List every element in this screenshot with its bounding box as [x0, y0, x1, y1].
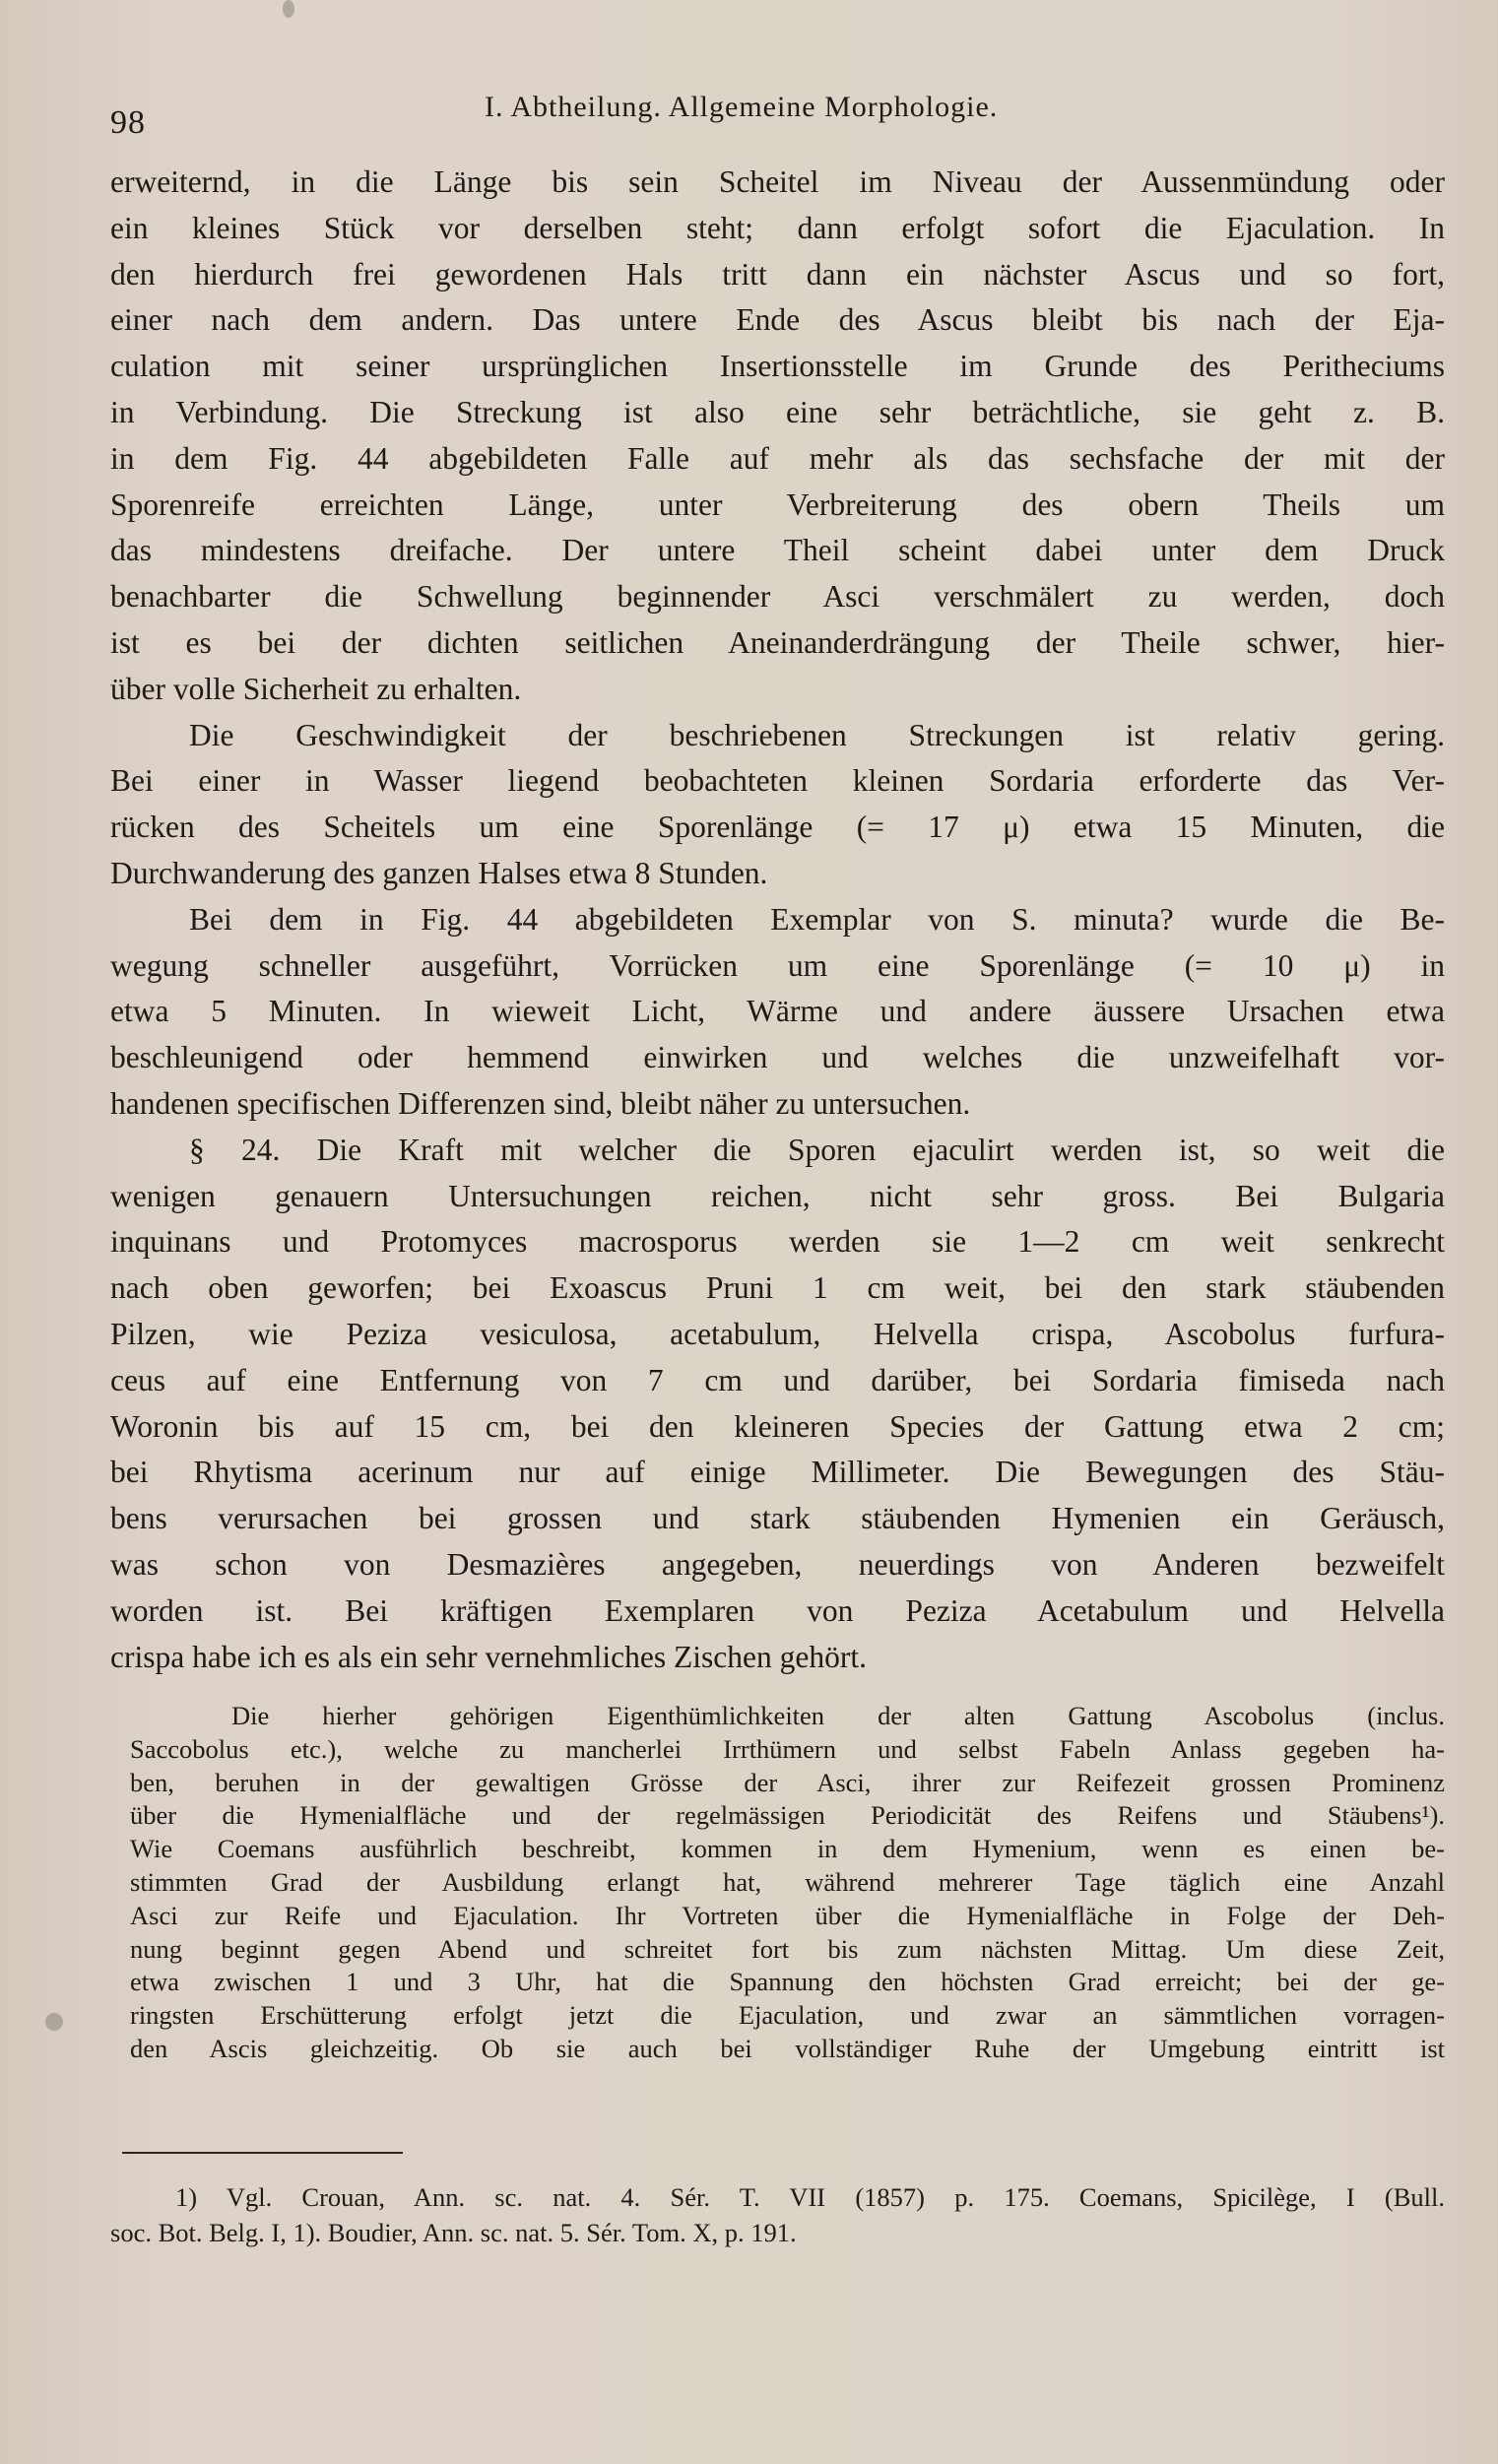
note-line: den Ascis gleichzeitig. Ob sie auch bei vollständiger Ruhe der Umgebung eintritt ist — [130, 2033, 1445, 2063]
ink-spot-left — [45, 2013, 63, 2031]
body-line: handenen specifischen Differenzen sind, bleibt näher zu untersuchen. — [110, 1085, 971, 1121]
page-number: 98 — [110, 104, 146, 141]
body-line: Durchwanderung des ganzen Halses etwa 8 Stunden. — [110, 855, 768, 890]
note-line: Wie Coemans ausführlich beschreibt, kommen in dem Hymenium, wenn es einen be- — [130, 1834, 1445, 1864]
body-line: wegung schneller ausgeführt, Vorrücken um eine Sporenlänge (= 10 μ) in — [110, 947, 1445, 983]
small-print-note — [130, 1700, 1445, 2066]
body-line: Die Geschwindigkeit der beschriebenen Streckungen ist relativ gering. — [189, 717, 1445, 752]
note-line: Asci zur Reife und Ejaculation. Ihr Vortreten über die Hymenialfläche in Folge der Deh- — [130, 1900, 1445, 1930]
body-line: worden ist. Bei kräftigen Exemplaren von Peziza Acetabulum und Helvella — [110, 1592, 1445, 1628]
body-line: wenigen genauern Untersuchungen reichen, nicht sehr gross. Bei Bulgaria — [110, 1178, 1445, 1213]
note-line: über die Hymenialfläche und der regelmässigen Periodicität des Reifens und Stäubens¹). — [130, 1800, 1445, 1831]
body-line: was schon von Desmazières angegeben, neuerdings von Anderen bezweifelt — [110, 1546, 1445, 1582]
body-line: crispa habe ich es als ein sehr vernehmliches Zischen gehört. — [110, 1639, 867, 1674]
body-line: benachbarter die Schwellung beginnender Asci verschmälert zu werden, doch — [110, 579, 1445, 615]
footnotes — [110, 2179, 1445, 2250]
body-line: § 24. Die Kraft mit welcher die Sporen ejaculirt werden ist, so weit die — [189, 1132, 1445, 1167]
body-line: ein kleines Stück vor derselben steht; dann erfolgt sofort die Ejaculation. In — [110, 210, 1445, 245]
body-text — [110, 160, 1445, 1680]
body-line: Pilzen, wie Peziza vesiculosa, acetabulum, Helvella crispa, Ascobolus furfura- — [110, 1316, 1445, 1351]
body-line: in Verbindung. Die Streckung ist also eine sehr beträchtliche, sie geht z. B. — [110, 394, 1445, 429]
body-line: ist es bei der dichten seitlichen Aneinanderdrängung der Theile schwer, hier- — [110, 624, 1445, 660]
note-line: Saccobolus etc.), welche zu mancherlei Irrthümern und selbst Fabeln Anlass gegeben ha- — [130, 1733, 1445, 1764]
note-line: etwa zwischen 1 und 3 Uhr, hat die Spannung den höchsten Grad erreicht; bei der ge- — [130, 1967, 1445, 1997]
page-header — [110, 91, 1440, 140]
note-line: ringsten Erschütterung erfolgt jetzt die Ejaculation, und zwar an sämmtlichen vorragen- — [130, 2000, 1445, 2031]
footnote-line: soc. Bot. Belg. I, 1). Boudier, Ann. sc. nat. 5. Sér. Tom. X, p. 191. — [110, 2218, 797, 2247]
footnote-separator — [122, 2152, 403, 2154]
body-line: einer nach dem andern. Das untere Ende des Ascus bleibt bis nach der Eja- — [110, 302, 1445, 338]
body-line: den hierdurch frei gewordenen Hals tritt dann ein nächster Ascus und so fort, — [110, 256, 1445, 292]
body-line: culation mit seiner ursprünglichen Insertionsstelle im Grunde des Peritheciums — [110, 349, 1445, 384]
body-line: Woronin bis auf 15 cm, bei den kleineren Species der Gattung etwa 2 cm; — [110, 1408, 1445, 1444]
note-line: stimmten Grad der Ausbildung erlangt hat, während mehrerer Tage täglich eine Anzahl — [130, 1866, 1445, 1897]
note-line: Die hierher gehörigen Eigenthümlichkeiten der alten Gattung Ascobolus (inclus. — [231, 1701, 1445, 1730]
body-line: bens verursachen bei grossen und stark stäubenden Hymenien ein Geräusch, — [110, 1501, 1445, 1536]
body-line: Bei dem in Fig. 44 abgebildeten Exemplar von S. minuta? wurde die Be- — [189, 901, 1445, 937]
body-line: etwa 5 Minuten. In wieweit Licht, Wärme und andere äussere Ursachen etwa — [110, 994, 1445, 1029]
note-line: nung beginnt gegen Abend und schreitet fort bis zum nächsten Mittag. Um diese Zeit, — [130, 1933, 1445, 1964]
body-line: rücken des Scheitels um eine Sporenlänge (= 17 μ) etwa 15 Minuten, die — [110, 810, 1445, 845]
body-line: Sporenreife erreichten Länge, unter Verbreiterung des obern Theils um — [110, 486, 1445, 522]
ink-spot-top — [283, 0, 294, 18]
note-line: ben, beruhen in der gewaltigen Grösse der Asci, ihrer zur Reifezeit grossen Prominenz — [130, 1767, 1445, 1797]
body-line: in dem Fig. 44 abgebildeten Falle auf mehr als das sechsfache der mit der — [110, 440, 1445, 476]
body-line: Bei einer in Wasser liegend beobachteten kleinen Sordaria erforderte das Ver- — [110, 763, 1445, 799]
body-line: ceus auf eine Entfernung von 7 cm und darüber, bei Sordaria fimiseda nach — [110, 1362, 1445, 1397]
running-head: I. Abtheilung. Allgemeine Morphologie. — [485, 91, 999, 123]
body-line: erweiternd, in die Länge bis sein Scheitel im Niveau der Aussenmündung oder — [110, 164, 1445, 199]
body-line: über volle Sicherheit zu erhalten. — [110, 671, 522, 706]
body-line: das mindestens dreifache. Der untere Theil scheint dabei unter dem Druck — [110, 533, 1445, 568]
body-line: nach oben geworfen; bei Exoascus Pruni 1 cm weit, bei den stark stäubenden — [110, 1270, 1445, 1306]
footnote-line: 1) Vgl. Crouan, Ann. sc. nat. 4. Sér. T. VII (1857) p. 175. Coemans, Spicilège, I (Bull. — [175, 2182, 1445, 2212]
body-line: beschleunigend oder hemmend einwirken und welches die unzweifelhaft vor- — [110, 1040, 1445, 1075]
body-line: inquinans und Protomyces macrosporus werden sie 1—2 cm weit senkrecht — [110, 1224, 1445, 1260]
body-line: bei Rhytisma acerinum nur auf einige Millimeter. Die Bewegungen des Stäu- — [110, 1455, 1445, 1490]
